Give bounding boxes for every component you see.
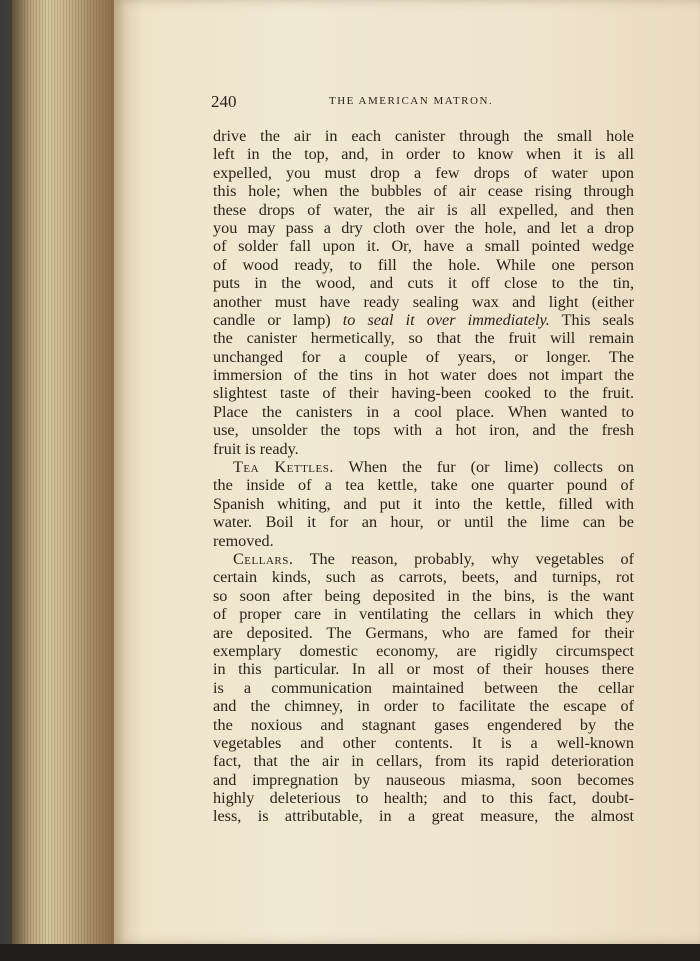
line-text: This seals bbox=[549, 310, 635, 329]
text-line bbox=[213, 532, 634, 550]
text-line bbox=[213, 403, 634, 421]
running-head: THE AMERICAN MATRON. bbox=[329, 95, 494, 107]
line-text: Place the canisters in a cool place. When wanted to bbox=[213, 402, 634, 421]
text-line bbox=[213, 660, 634, 678]
line-text: The reason, probably, why vegetables of bbox=[293, 549, 634, 568]
text-line bbox=[213, 348, 634, 366]
text-line bbox=[213, 256, 634, 274]
line-text: the canister hermetically, so that the fruit will remain bbox=[213, 329, 634, 348]
line-text: highly deleterious to health; and to this fact, doubt- bbox=[213, 789, 634, 808]
text-line bbox=[213, 807, 634, 825]
text-line bbox=[213, 458, 634, 476]
text-line bbox=[213, 164, 634, 182]
text-line bbox=[213, 219, 634, 237]
text-line bbox=[213, 513, 634, 531]
text-line bbox=[213, 145, 634, 163]
text-line bbox=[213, 201, 634, 219]
section-heading: Cellars. bbox=[233, 549, 294, 568]
page-number: 240 bbox=[211, 92, 237, 111]
text-line bbox=[213, 274, 634, 292]
text-line bbox=[213, 237, 634, 255]
text-line bbox=[213, 679, 634, 697]
text-line bbox=[213, 771, 634, 789]
text-line bbox=[213, 476, 634, 494]
page-edges bbox=[12, 0, 116, 948]
text-line bbox=[213, 587, 634, 605]
text-line bbox=[213, 642, 634, 660]
text-line bbox=[213, 752, 634, 770]
line-text: drive the air in each canister through the small hole bbox=[213, 127, 634, 145]
body-text bbox=[213, 127, 634, 826]
text-line bbox=[213, 329, 634, 347]
text-line bbox=[213, 495, 634, 513]
text-line bbox=[213, 440, 634, 458]
text-line bbox=[213, 734, 634, 752]
line-text: certain kinds, such as carrots, beets, and turnips, rot bbox=[213, 568, 634, 587]
line-text: fruit is ready. bbox=[213, 439, 299, 458]
line-text: these drops of water, the air is all expelled, and then bbox=[213, 200, 634, 219]
line-text: puts in the wood, and cuts it off close to the tin, bbox=[213, 274, 634, 293]
line-text: unchanged for a couple of years, or longer. The bbox=[213, 347, 634, 366]
line-text: removed. bbox=[213, 531, 274, 550]
text-line bbox=[213, 127, 634, 145]
line-text: left in the top, and, in order to know when it is all bbox=[213, 145, 634, 164]
section-heading: Tea Kettles. bbox=[233, 458, 334, 477]
text-line bbox=[213, 605, 634, 623]
line-text: exemplary domestic economy, are rigidly circumspect bbox=[213, 641, 634, 660]
line-text: Spanish whiting, and put it into the kettle, filled with bbox=[213, 494, 634, 513]
line-text: another must have ready sealing wax and light (either bbox=[213, 292, 634, 311]
line-text: so soon after being deposited in the bins, is the want bbox=[213, 586, 634, 605]
text-line bbox=[213, 366, 634, 384]
line-text: the noxious and stagnant gases engendered by the bbox=[213, 715, 634, 734]
line-text: in this particular. In all or most of their houses there bbox=[213, 660, 634, 679]
line-text: When the fur (or lime) collects on bbox=[333, 458, 634, 477]
text-line bbox=[213, 789, 634, 807]
line-text: and impregnation by nauseous miasma, soon becomes bbox=[213, 770, 634, 789]
line-text: you may pass a dry cloth over the hole, and let a drop bbox=[213, 218, 634, 237]
line-text: and the chimney, in order to facilitate the escape of bbox=[213, 697, 634, 716]
line-text: candle or lamp) bbox=[213, 310, 343, 329]
line-text: of proper care in ventilating the cellars in which they bbox=[213, 605, 634, 624]
line-text: use, unsolder the tops with a hot iron, and the fresh bbox=[213, 421, 634, 440]
line-text: this hole; when the bubbles of air cease rising through bbox=[213, 182, 634, 201]
text-line bbox=[213, 716, 634, 734]
text-line bbox=[213, 550, 634, 568]
line-text: less, is attributable, in a great measure, the almost bbox=[213, 807, 634, 826]
text-line bbox=[213, 421, 634, 439]
page-header bbox=[211, 92, 641, 114]
line-text: of solder fall upon it. Or, have a small pointed wedge bbox=[213, 237, 634, 256]
text-line bbox=[213, 568, 634, 586]
scan-bottom-border bbox=[0, 944, 700, 961]
text-line bbox=[213, 384, 634, 402]
line-text: immersion of the tins in hot water does not impart the bbox=[213, 366, 634, 385]
line-text: expelled, you must drop a few drops of water upon bbox=[213, 163, 634, 182]
line-text: the inside of a tea kettle, take one quarter pound of bbox=[213, 476, 634, 495]
line-text: are deposited. The Germans, who are famed for their bbox=[213, 623, 634, 642]
text-line bbox=[213, 293, 634, 311]
text-line bbox=[213, 182, 634, 200]
line-text: vegetables and other contents. It is a well-known bbox=[213, 733, 634, 752]
text-line bbox=[213, 311, 634, 329]
line-text: fact, that the air in cellars, from its rapid deterioration bbox=[213, 752, 634, 771]
text-line bbox=[213, 624, 634, 642]
text-line bbox=[213, 697, 634, 715]
line-text: water. Boil it for an hour, or until the lime can be bbox=[213, 513, 634, 532]
italic-text: to seal it over immediately. bbox=[342, 310, 550, 329]
line-text: of wood ready, to fill the hole. While one person bbox=[213, 255, 634, 274]
line-text: is a communication maintained between the cellar bbox=[213, 678, 634, 697]
line-text: slightest taste of their having-been cooked to the fruit. bbox=[213, 384, 634, 403]
